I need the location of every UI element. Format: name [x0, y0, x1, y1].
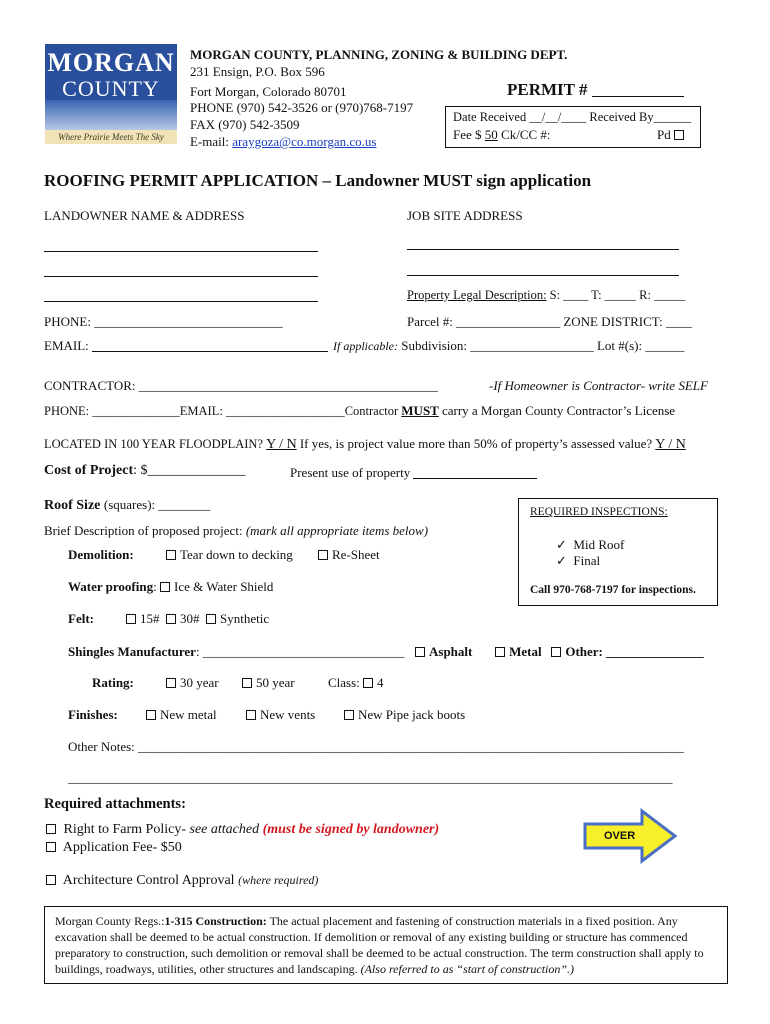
address-line1: 231 Ensign, P.O. Box 596	[190, 64, 325, 79]
checkbox[interactable]	[160, 582, 170, 592]
checkbox[interactable]	[46, 842, 56, 852]
value-yn[interactable]: Y / N	[655, 437, 686, 452]
checkbox[interactable]	[166, 678, 176, 688]
paid-label: Pd	[657, 127, 671, 142]
demolition-opt-2[interactable]	[318, 547, 380, 563]
checkbox[interactable]	[46, 824, 56, 834]
cost-line	[44, 463, 246, 479]
landowner-line-2[interactable]	[44, 276, 318, 277]
waterproofing-label: Water proofing	[68, 579, 154, 594]
phone-line: PHONE (970) 542-3526 or (970)768-7197	[190, 100, 414, 115]
option-label: Asphalt	[429, 644, 473, 659]
over-label: OVER	[604, 830, 636, 842]
shingles-line	[68, 644, 404, 660]
class-value: 4	[377, 675, 384, 690]
logo-tagline: Where Prairie Meets The Sky	[45, 130, 177, 144]
attachment-fee	[46, 840, 182, 856]
option-label: Ice & Water Shield	[173, 579, 274, 594]
farm-see: see attached	[189, 822, 260, 837]
felt-label: Felt:	[68, 611, 94, 626]
over-arrow-icon[interactable]	[582, 808, 678, 869]
option-label: Tear down to decking	[180, 547, 293, 562]
arch-note: (where required)	[238, 873, 319, 887]
roof-size-label: Roof Size	[44, 498, 101, 513]
inspections-title: REQUIRED INSPECTIONS:	[530, 506, 668, 518]
shingles-label: Shingles Manufacturer	[68, 644, 196, 659]
fee-line	[453, 127, 551, 143]
email-line	[190, 134, 376, 150]
checkbox[interactable]	[495, 647, 505, 657]
permit-number	[507, 80, 684, 100]
option-label: Metal	[509, 644, 542, 659]
jobsite-line-1[interactable]	[407, 249, 679, 250]
checkbox[interactable]	[242, 678, 252, 688]
rating-opt-1[interactable]	[166, 675, 219, 691]
inspection-label: Final	[573, 553, 601, 568]
county-logo	[45, 44, 177, 144]
legal-t: T: _____	[591, 288, 637, 302]
waterproofing-line: Water proofing: Ice & Water Shield	[68, 579, 274, 594]
checkbox[interactable]	[166, 614, 176, 624]
present-use-line	[290, 465, 537, 481]
regulations-box	[44, 906, 728, 984]
legal-r: R: _____	[639, 288, 686, 302]
class-option	[328, 675, 384, 691]
other-notes: Other Notes: ____________________________________________________________________________________	[68, 739, 685, 754]
checkbox[interactable]	[551, 647, 561, 657]
must-label: MUST	[401, 403, 439, 418]
checkbox[interactable]	[318, 550, 328, 560]
option-label: 15#	[140, 611, 160, 626]
landowner-phone: PHONE: _____________________________	[44, 314, 283, 329]
present-use-field[interactable]	[413, 465, 537, 479]
cost-value: : $______________	[133, 463, 246, 478]
option-label: New vents	[260, 707, 316, 722]
permit-label: PERMIT #	[507, 80, 588, 99]
email-field-label: EMAIL:	[44, 338, 89, 353]
checkbox[interactable]	[166, 550, 176, 560]
regs-body: The actual placement and fastening of construction materials in a fixed position. Any excavation shall be deemed to be actual construction. If demolition or removal of any existing building or structure has commenced preparatory to construction, such demolition or removal shall be deemed to be actual construction. The term construction shall apply to buildings, roadways, utilities, other structures and landscaping.	[55, 914, 704, 976]
floodplain-yn[interactable]: Y / N	[266, 437, 297, 452]
fee-attach-label: Application Fee- $50	[62, 840, 182, 855]
regs-section: 1-315 Construction:	[164, 914, 267, 928]
license-text: carry a Morgan County Contractor’s License	[441, 403, 676, 418]
fee-value: 50	[484, 127, 498, 142]
inspection-label: Mid Roof	[573, 537, 625, 552]
email-field[interactable]	[92, 338, 328, 352]
demolition-opt-1[interactable]	[166, 547, 293, 563]
farm-label: Right to Farm Policy-	[63, 822, 186, 837]
floodplain-label: LOCATED IN 100 YEAR FLOODPLAIN?	[44, 437, 263, 451]
checkbox[interactable]	[146, 710, 156, 720]
parcel-zone: Parcel #: ________________ ZONE DISTRICT: ____	[407, 314, 692, 329]
contractor-line: CONTRACTOR: ______________________________________________	[44, 378, 438, 393]
brief-description	[44, 523, 428, 539]
legal-description	[407, 288, 685, 303]
subdivision-line	[333, 338, 684, 354]
checkbox[interactable]	[246, 710, 256, 720]
paid-checkbox[interactable]	[674, 130, 684, 140]
roof-size-unit: (squares): ________	[103, 497, 211, 512]
option-label: New Pipe jack boots	[358, 707, 466, 722]
logo-grass	[45, 100, 177, 130]
roof-size-line	[44, 497, 210, 514]
contractor-note: -If Homeowner is Contractor- write SELF	[489, 378, 708, 393]
inspection-item-1	[556, 537, 624, 553]
address-line2: Fort Morgan, Colorado 80701	[190, 84, 347, 99]
finishes-label: Finishes:	[68, 707, 118, 722]
option-label: 50 year	[256, 675, 295, 690]
option-label: New metal	[160, 707, 217, 722]
logo-line1: MORGAN	[47, 48, 175, 77]
floodplain-question: If yes, is project value more than 50% of property’s assessed value?	[299, 436, 653, 451]
floodplain-line	[44, 436, 686, 453]
check-icon: ✓	[556, 553, 567, 568]
jobsite-label: JOB SITE ADDRESS	[407, 208, 523, 223]
option-label: Re-Sheet	[332, 547, 380, 562]
demolition-label: Demolition:	[68, 547, 134, 562]
finishes-opt-2[interactable]	[246, 707, 315, 723]
checkbox[interactable]	[363, 678, 373, 688]
rating-label: Rating:	[92, 675, 134, 690]
class-label: Class:	[328, 675, 360, 690]
attachment-arch	[46, 873, 318, 889]
fax-line: FAX (970) 542-3509	[190, 117, 300, 132]
landowner-label: LANDOWNER NAME & ADDRESS	[44, 208, 245, 223]
finishes-opt-3[interactable]	[344, 707, 465, 723]
regs-note: (Also referred to as “start of construction”.)	[360, 962, 575, 976]
shingles-options	[415, 644, 704, 660]
farm-must: (must be signed by landowner)	[262, 822, 440, 837]
felt-options	[126, 611, 269, 627]
email-link[interactable]: araygoza@co.morgan.co.us	[232, 134, 377, 149]
landowner-email	[44, 338, 328, 354]
subdivision: Subdivision: ___________________ Lot #(s): ______	[401, 338, 685, 353]
checkbox[interactable]	[46, 875, 56, 885]
option-label: 30 year	[180, 675, 219, 690]
rating-opt-2[interactable]	[242, 675, 295, 691]
option-label: Synthetic	[220, 611, 270, 626]
checkbox[interactable]	[206, 614, 216, 624]
if-applicable: If applicable:	[333, 339, 398, 353]
attachment-farm	[46, 822, 439, 838]
inspection-item-2	[556, 553, 600, 569]
logo-line2: COUNTY	[62, 76, 160, 101]
dept-name: MORGAN COUNTY, PLANNING, ZONING & BUILDING DEPT.	[190, 47, 568, 62]
brief-desc-label: Brief Description of proposed project:	[44, 523, 243, 538]
cost-label: Cost of Project	[44, 463, 134, 478]
checkbox[interactable]	[415, 647, 425, 657]
checkbox[interactable]	[344, 710, 354, 720]
checkbox[interactable]	[126, 614, 136, 624]
legal-s: S: ____	[549, 288, 589, 302]
legal-desc-label: Property Legal Description:	[407, 288, 547, 302]
inspection-call: Call 970-768-7197 for inspections.	[530, 584, 696, 596]
paid-line	[657, 127, 688, 143]
present-use-label: Present use of property	[290, 465, 411, 480]
attachments-title: Required attachments:	[44, 796, 186, 812]
shingles-blank: : _______________________________	[195, 644, 405, 659]
landowner-line-3[interactable]	[44, 301, 318, 302]
jobsite-line-2[interactable]	[407, 275, 679, 276]
landowner-line-1[interactable]	[44, 251, 318, 252]
regs-prefix: Morgan County Regs.:	[55, 914, 165, 928]
date-received: Date Received __/__/____ Received By______	[453, 110, 692, 124]
permit-number-field[interactable]	[592, 83, 684, 97]
option-label: Other: _______________	[565, 644, 704, 659]
brief-desc-note: (mark all appropriate items below)	[245, 523, 429, 538]
fee-label: Fee $	[453, 127, 482, 142]
check-icon: ✓	[556, 537, 567, 552]
contractor-phone-email	[44, 403, 675, 419]
other-notes-line-2: _____________________________________________________________________________________________	[68, 770, 673, 785]
finishes-opt-1[interactable]	[146, 707, 217, 723]
contractor-contact: PHONE: ______________EMAIL: ___________________Contractor	[44, 404, 399, 418]
option-label: 30#	[180, 611, 200, 626]
arch-label: Architecture Control Approval	[62, 873, 235, 888]
ckcc-label: Ck/CC #:	[501, 127, 551, 142]
form-title: ROOFING PERMIT APPLICATION – Landowner MUST sign application	[44, 171, 592, 190]
email-label: E-mail:	[190, 134, 229, 149]
